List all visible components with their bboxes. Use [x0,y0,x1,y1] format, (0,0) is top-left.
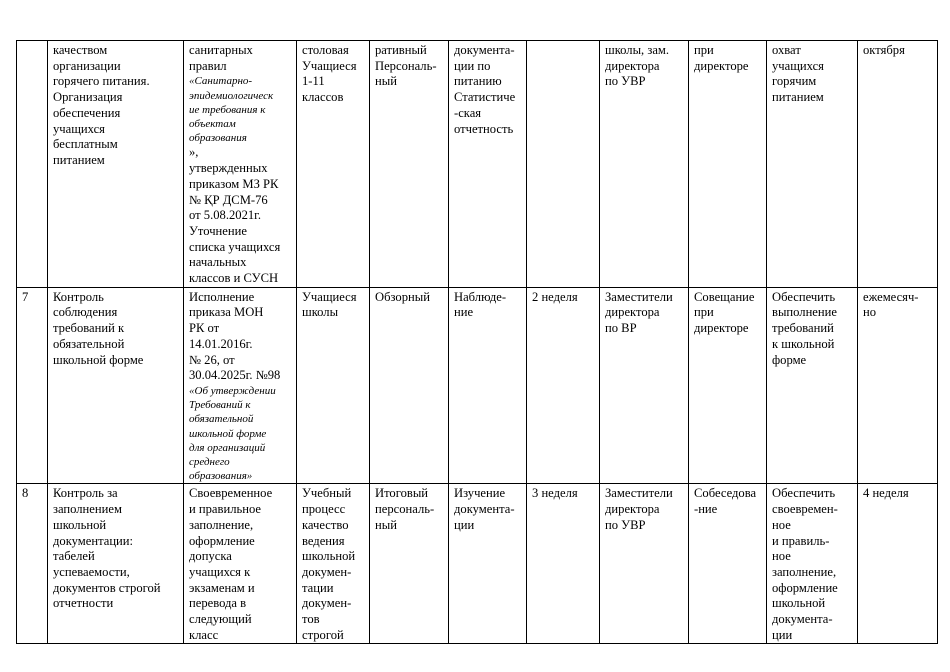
cell-text-line: Уточнение [189,223,247,238]
cell-text-line: качество [302,517,349,532]
cell-basis [184,41,297,288]
cell-text-line: Требований к [189,399,251,412]
cell-text-line: ции по [454,58,491,73]
cell-text-line: школьной форме [53,352,144,367]
cell-text-line: горячим [772,74,817,89]
cell-basis [184,484,297,644]
cell-text-line: но [863,305,877,320]
cell-text-line: Персональ- [375,58,437,73]
cell-text-line: экзаменам и [189,580,255,595]
cell-text-line: Наблюде- [454,289,507,304]
cell-text-line: учащихся [772,58,824,73]
cell-text-line: «Об утверждении [189,384,276,397]
cell-text-line: следующий [189,612,252,627]
cell-text-line: строгой [302,627,344,642]
cell-text-line: документов строгой [53,580,161,595]
cell-responsible [600,287,689,484]
cell-text-line: организации [53,58,121,73]
cell-text-line: выполнение [772,305,837,320]
cell-period [527,287,600,484]
cell-text-line: успеваемости, [53,564,130,579]
cell-text-line: среднего [189,455,230,468]
cell-text-line: правил [189,58,227,73]
cell-text-line: персональ- [375,502,435,517]
cell-text-line: табелей [53,549,95,564]
cell-period [527,41,600,288]
cell-control-subject [48,484,184,644]
cell-text-line: от 5.08.2021г. [189,208,262,223]
cell-text-line: докумен- [302,596,352,611]
cell-text-line: РК от [189,321,220,336]
cell-number [17,41,48,288]
cell-method [449,41,527,288]
cell-text-line: соблюдения [53,305,118,320]
cell-text-line: ции [454,517,475,532]
cell-text-line: начальных [189,255,247,270]
cell-deadline [858,41,938,288]
cell-text-line: Обеспечить [772,486,836,501]
cell-text-line: », [189,145,199,160]
cell-text-line: к школьной [772,336,835,351]
cell-text-line: документа- [772,612,833,627]
cell-text-line: ный [375,517,397,532]
cell-text-line: Контроль [53,289,104,304]
cell-text-line: процесс [302,502,346,517]
cell-text-line: школьной форме [189,427,267,440]
cell-control-subject [48,287,184,484]
cell-text-line: ежемесяч- [863,289,919,304]
cell-text-line: заполнением [53,502,122,517]
cell-result [767,484,858,644]
cell-deadline [858,287,938,484]
cell-text-line: перевода в [189,596,247,611]
cell-text-line: 14.01.2016г. [189,336,253,351]
cell-text-line: класс [189,627,219,642]
cell-responsible [600,41,689,288]
cell-text-line: столовая [302,43,349,57]
cell-text-line: классов [302,90,344,105]
cell-text-line: по ВР [605,321,637,336]
cell-text-line: списка учащихся [189,239,281,254]
cell-text-line: учащихся к [189,564,251,579]
cell-text-line: Статистиче [454,90,516,105]
cell-text-line: -ская [454,105,482,120]
cell-text-line: бесплатным [53,137,118,152]
cell-deadline [858,484,938,644]
cell-text-line: 7 [22,289,29,304]
cell-text-line: Исполнение [189,289,255,304]
cell-control-type [370,41,449,288]
cell-text-line: Учащиеся [302,58,357,73]
cell-text-line: школьной [772,596,826,611]
cell-text-line: Заместители [605,486,673,501]
cell-text-line: тации [302,580,334,595]
cell-text-line: качеством [53,43,108,57]
cell-text-line: питанием [53,152,105,167]
cell-text-line: обеспечения [53,105,121,120]
cell-responsible [600,484,689,644]
table-row [17,41,938,288]
cell-text-line: ведения [302,533,345,548]
cell-text-line: обязательной [53,336,125,351]
cell-text-line: «Санитарно- [189,75,253,88]
cell-text-line: 2 неделя [532,289,578,304]
cell-text-line: приказа МОН [189,305,264,320]
cell-text-line: учащихся [53,121,105,136]
cell-text-line: обязательной [189,413,254,426]
cell-text-line: Учащиеся [302,289,357,304]
cell-text-line: при [694,305,714,320]
cell-text-line: документации: [53,533,134,548]
cell-text-line: Обзорный [375,289,430,304]
cell-text-line: ние [454,305,474,320]
cell-result [767,287,858,484]
cell-text-line: ции [772,627,793,642]
cell-text-line: при [694,43,714,57]
cell-text-line: требований к [53,321,125,336]
cell-period [527,484,600,644]
cell-text-line: Организация [53,90,123,105]
cell-text-line: ный [375,74,397,89]
cell-text-line: по УВР [605,517,646,532]
cell-text-line: Итоговый [375,486,429,501]
cell-text-line: для организаций [189,441,266,454]
cell-object [297,41,370,288]
cell-text-line: ие требования к [189,103,266,116]
cell-text-line: директоре [694,58,749,73]
cell-text-line: отчетности [53,596,114,611]
cell-text-line: классов и СУСН [189,271,279,286]
cell-text-line: 8 [22,486,29,501]
cell-text-line: школьной [53,517,107,532]
cell-text-line: по УВР [605,74,646,89]
cell-method [449,287,527,484]
cell-text-line: своевремен- [772,502,838,517]
cell-text-line: Своевременное [189,486,273,501]
cell-text-line: 30.04.2025г. №98 [189,368,281,383]
cell-object [297,287,370,484]
cell-text-line: утвержденных [189,161,268,176]
cell-text-line: № 26, от [189,352,235,367]
cell-text-line: приказом МЗ РК [189,176,279,191]
cell-number [17,484,48,644]
cell-text-line: директора [605,58,660,73]
cell-text-line: санитарных [189,43,253,57]
cell-text-line: директоре [694,321,749,336]
cell-control-type [370,287,449,484]
cell-basis [184,287,297,484]
cell-text-line: заполнение, [189,517,254,532]
cell-text-line: Контроль за [53,486,118,501]
cell-text-line: Заместители [605,289,673,304]
cell-text-line: 4 неделя [863,486,909,501]
cell-text-line: 1-11 [302,74,325,89]
cell-text-line: № ҚР ДСМ-76 [189,192,268,207]
cell-text-line: заполнение, [772,564,837,579]
cell-text-line: 3 неделя [532,486,578,501]
cell-text-line: Собеседова [694,486,757,501]
cell-review-place [689,287,767,484]
cell-text-line: ное [772,517,791,532]
cell-text-line: оформление [772,580,838,595]
cell-text-line: питанию [454,74,502,89]
cell-text-line: документа- [454,502,515,517]
cell-text-line: допуска [189,549,232,564]
cell-control-type [370,484,449,644]
cell-text-line: и правиль- [772,533,830,548]
cell-text-line: директора [605,305,660,320]
table-row [17,287,938,484]
cell-text-line: ративный [375,43,427,57]
cell-text-line: требований [772,321,834,336]
cell-text-line: Учебный [302,486,352,501]
cell-text-line: школы [302,305,339,320]
cell-object [297,484,370,644]
cell-text-line: директора [605,502,660,517]
cell-method [449,484,527,644]
cell-text-line: горячего питания. [53,74,150,89]
document-table [16,40,938,644]
cell-text-line: школьной [302,549,356,564]
cell-text-line: охват [772,43,801,57]
cell-text-line: -ние [694,502,718,517]
cell-review-place [689,41,767,288]
table-row [17,484,938,644]
cell-text-line: документа- [454,43,515,57]
cell-text-line: форме [772,352,807,367]
cell-text-line: октября [863,43,905,57]
cell-control-subject [48,41,184,288]
cell-text-line: докумен- [302,564,352,579]
cell-text-line: оформление [189,533,255,548]
cell-text-line: тов [302,612,320,627]
cell-text-line: образования [189,132,247,145]
cell-text-line: школы, зам. [605,43,670,57]
cell-text-line: Изучение [454,486,506,501]
cell-review-place [689,484,767,644]
cell-text-line: объектам [189,118,236,131]
cell-text-line: образования» [189,470,253,483]
cell-text-line: Совещание [694,289,755,304]
cell-result [767,41,858,288]
cell-text-line: питанием [772,90,824,105]
cell-text-line: Обеспечить [772,289,836,304]
cell-number [17,287,48,484]
cell-text-line: и правильное [189,502,262,517]
cell-text-line: ное [772,549,791,564]
cell-text-line: отчетность [454,121,514,136]
cell-text-line: эпидемиологическ [189,89,274,102]
